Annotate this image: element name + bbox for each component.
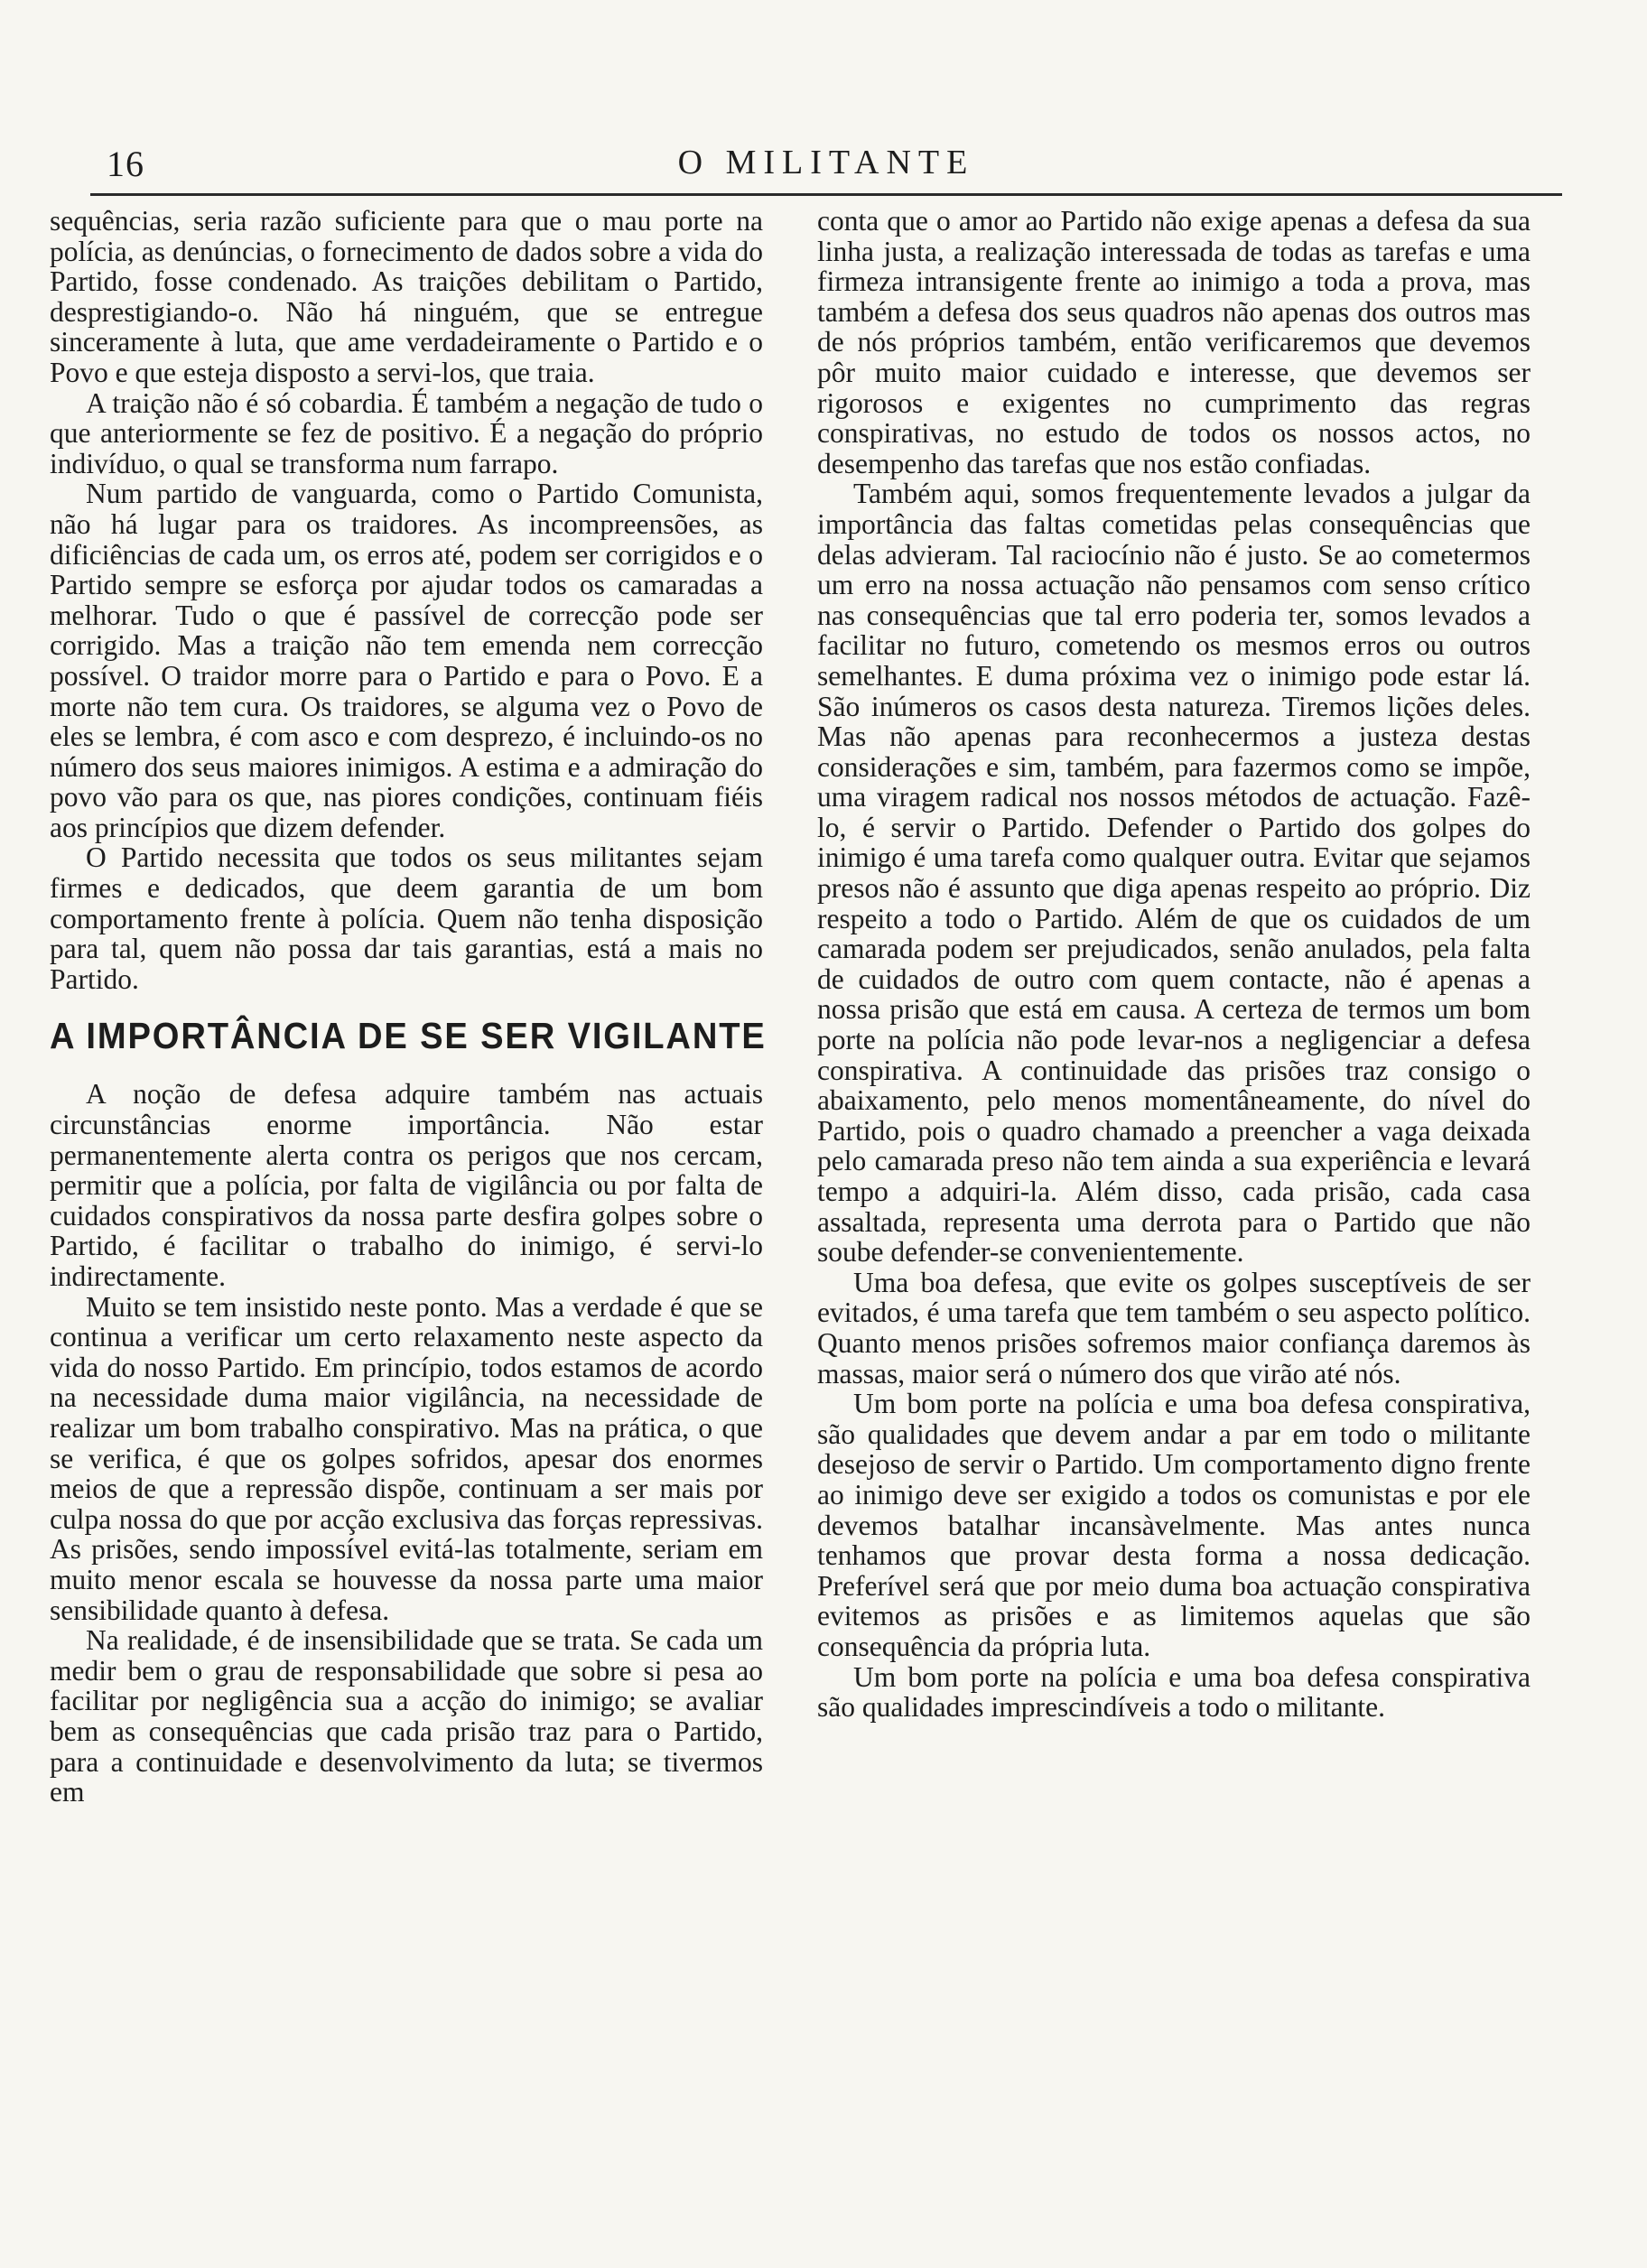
paragraph: Na realidade, é de insensibilidade que se trata. Se cada um medir bem o grau de responsabilidade que sobre si pesa ao facilitar por negligência sua a acção do inimigo; se avaliar bem as consequências que cada prisão traz para o Partido, para a continuidade e desenvolvimento da luta; se tivermos em	[50, 1624, 763, 1808]
paragraph: conta que o amor ao Partido não exige apenas a defesa da sua linha justa, a realização interessada de todas as tarefas e uma firmeza intransigente frente ao inimigo a toda a prova, mas também a defesa dos seus quadros não apenas dos outros mas de nós próprios também, então verificaremos que devemos pôr muito maior cuidado e interesse, que devemos ser rigorosos e exigentes no cumprimento das regras conspirativas, no estudo de todos os nossos actos, no desempenho das tarefas que nos estão confiadas.	[817, 205, 1531, 479]
page-number: 16	[107, 144, 144, 184]
paragraph: Num partido de vanguarda, como o Partido Comunista, não há lugar para os traidores. As incompreensões, as dificiências de cada um, os erros até, podem ser corrigidos e o Partido sempre se esforça por ajudar todos os camaradas a melhorar. Tudo o que é passível de correcção pode ser corrigido. Mas a traição não tem emenda nem correcção possível. O traidor morre para o Partido e para o Povo. E a morte não tem cura. Os traidores, se alguma vez o Povo de eles se lembra, é com asco e com desprezo, é incluindo-os no número dos seus maiores inimigos. A estima e a admiração do povo vão para os que, nas piores condições, continuam fiéis aos princípios que dizem defender.	[50, 478, 763, 843]
paragraph: Um bom porte na polícia e uma boa defesa conspirativa são qualidades imprescindíveis a todo o militante.	[817, 1660, 1531, 1724]
header-rule	[90, 193, 1562, 196]
paragraph: A noção de defesa adquire também nas actuais circunstâncias enorme importância. Não estar permanentemente alerta contra os perigos que nos cercam, permitir que a polícia, por falta de vigilância ou por falta de cuidados conspirativos da nossa parte desfira golpes sobre o Partido, é facilitar o trabalho do inimigo, é servi-lo indirectamente.	[50, 1078, 763, 1292]
paragraph: A traição não é só cobardia. É também a negação de tudo o que anteriormente se fez de positivo. É a negação do próprio indivíduo, o qual se transforma num farrapo.	[50, 386, 763, 479]
paragraph: Um bom porte na polícia e uma boa defesa conspirativa, são qualidades que devem andar a par em todo o militante desejoso de servir o Partido. Um comportamento digno frente ao inimigo deve ser exigido a todos os comunistas e por ele devemos batalhar incansàvelmente. Mas antes nunca tenhamos que provar desta forma a nossa dedicação. Preferível será que por meio duma boa actuação conspirativa evitemos as prisões e as limitemos aquelas que são consequência da própria luta.	[817, 1388, 1531, 1662]
paragraph: Uma boa defesa, que evite os golpes susceptíveis de ser evitados, é uma tarefa que tem também o seu aspecto político. Quanto menos prisões sofremos maior confiança daremos às massas, maior será o número dos que virão até nós.	[817, 1266, 1531, 1390]
paragraph: sequências, seria razão suficiente para que o mau porte na polícia, as denúncias, o fornecimento de dados sobre a vida do Partido, fosse condenado. As traições debilitam o Partido, desprestigiando-o. Não há ninguém, que se entregue sinceramente à luta, que ame verdadeiramente o Partido e o Povo e que esteja disposto a servi-los, que traia.	[50, 205, 763, 388]
paragraph: Muito se tem insistido neste ponto. Mas a verdade é que se continua a verificar um certo relaxamento neste aspecto da vida do nosso Partido. Em princípio, todos estamos de acordo na necessidade duma maior vigilância, na necessidade de realizar um bom trabalho conspirativo. Mas na prática, o que se verifica, é que os golpes sofridos, apesar dos enormes meios de que a repressão dispõe, continuam a ser mais por culpa nossa do que por acção exclusiva das forças repressivas. As prisões, sendo impossível evitá-las totalmente, seriam em muito menor escala se houvesse da nossa parte uma maior sensibilidade quanto à defesa.	[50, 1290, 763, 1626]
paragraph: O Partido necessita que todos os seus militantes sejam firmes e dedicados, que deem garantia de um bom comportamento frente à polícia. Quem não tenha disposição para tal, quem não possa dar tais garantias, está a mais no Partido.	[50, 841, 763, 995]
paragraph: Também aqui, somos frequentemente levados a julgar da importância das faltas cometidas pelas consequências que delas advieram. Tal raciocínio não é justo. Se ao cometermos um erro na nossa actuação não pensamos com senso crítico nas consequências que tal erro poderia ter, somos levados a facilitar no futuro, cometendo os mesmos erros ou outros semelhantes. E duma próxima vez o inimigo pode estar lá. São inúmeros os casos desta natureza. Tiremos lições deles. Mas não apenas para reconhecermos a justeza destas considerações e sim, também, para fazermos como se impõe, uma viragem radical nos nossos métodos de actuação. Fazê-lo, é servir o Partido. Defender o Partido dos golpes do inimigo é uma tarefa como qualquer outra. Evitar que sejamos presos não é assunto que diga apenas respeito ao próprio. Diz respeito a todo o Partido. Além de que os cuidados de um camarada podem ser prejudicados, senão anulados, pela falta de cuidados de outro com quem contacte, não é apenas a nossa prisão que está em causa. A certeza de termos um bom porte na polícia não pode levar-nos a negligenciar a defesa conspirativa. A continuidade das prisões traz consigo o abaixamento, pelo menos momentâneamente, do nível do Partido, pois o quadro chamado a preencher a vaga deixada pelo camarada preso não tem ainda a sua experiência e levará tempo a adquiri-la. Além disso, cada prisão, cada casa assaltada, representa uma derrota para o Partido que não soube defender-se convenientemente.	[817, 478, 1531, 1269]
section-heading: A IMPORTÂNCIA DE SE SER VIGILANTE	[50, 1015, 767, 1057]
left-column	[50, 205, 767, 1808]
publication-title: O MILITANTE	[677, 144, 975, 181]
right-column	[817, 206, 1531, 1723]
page-header	[90, 135, 1562, 190]
